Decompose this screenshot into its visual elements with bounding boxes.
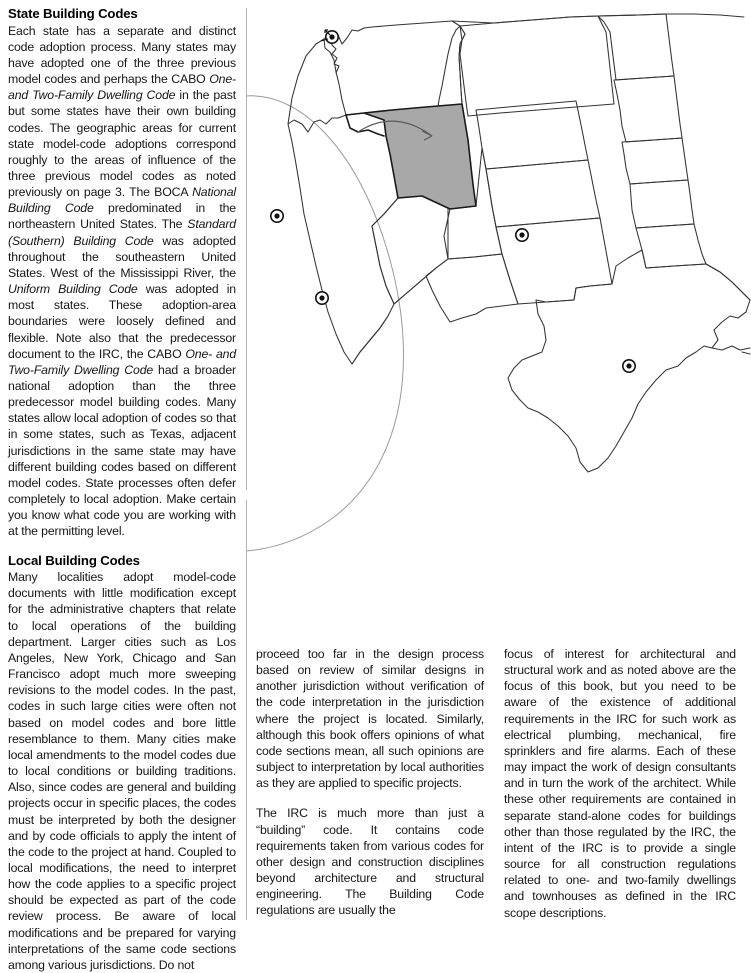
- text-column-1: [8, 6, 236, 973]
- block-local-building-codes: [8, 553, 236, 973]
- dallas-marker: [623, 360, 635, 372]
- los-angeles-marker: [316, 292, 328, 304]
- paragraph-state-building-codes: Each state has a separate and distinct code adoption process. Many states may have adopted one of the three previous model codes and perhaps the CABO One- and Two-Family Dwelling Code in the past but some states have their own building codes. The geographic areas for current state model-code adoptions correspond roughly to the areas of influence of the three previous model codes as noted previously on page 3. The BOCA National Building Code predominated in the northeastern United States. The Standard (Southern) Building Code was adopted throughout the southeastern United States. West of the Mississippi River, the Uniform Building Code was adopted in most states. These adoption-area boundaries were loosely defined and flexible. Note also that the predecessor document to the IRC, the CABO One- and Two-Family Dwelling Code had a broader national adoption than the three predecessor model building codes. Many states allow local adoption of codes so that in some states, such as Texas, adjacent jurisdictions in the same state may have different building codes based on different model codes. State processes often defer completely to local adoption. Make certain you know what code you are working with at the permitting level.: [8, 23, 237, 539]
- san-francisco-marker: [271, 210, 283, 222]
- text-column-3: [504, 646, 736, 921]
- us-map: [246, 0, 751, 600]
- denver-marker: [516, 229, 528, 241]
- heading-state-building-codes: State Building Codes: [8, 6, 138, 21]
- seattle-marker: [321, 30, 338, 43]
- paragraph-col3-1: focus of interest for architectural and structural work and as noted above are the focus of this book, but you need to be aware of the existence of additional requirements in the IRC for such work as electrical plumbing, mechanical, fire sprinklers and fire alarms. Each of these may impact the work of design consultants and in turn the work of the architect. While these other requirements are contained in separate stand-alone codes for buildings other than those regulated by the IRC, the intent of the IRC is to provide a single source for all construction regulations related to one- and two-family dwellings and townhouses as defined in the IRC scope descriptions.: [504, 647, 736, 920]
- paragraph-col2-2: The IRC is much more than just a “building” code. It contains code requirements taken from various codes for other design and construction disciplines beyond architecture and structural engineering. The Building Code regulations are usually the: [256, 806, 484, 918]
- text-column-2: [256, 646, 484, 919]
- paragraph-col2-1: proceed too far in the design process based on review of similar designs in another jurisdiction without verification of the code interpretation in the jurisdiction where the project is located. Similarly, although this book offers opinions of what code sections mean, all such opinions are subject to interpretation by local authorities as they are applied to specific projects.: [256, 647, 484, 791]
- heading-local-building-codes: Local Building Codes: [8, 552, 140, 568]
- block-state-building-codes: [8, 6, 236, 540]
- paragraph-local-building-codes: Many localities adopt model-code documents with little modification except for the administrative chapters that relate to local operations of the building department. Larger cities such as Los Angeles, New York, Chicago and San Francisco adopt much more sweeping revisions to the model codes. In the past, codes in such large cities were often not based on model codes and bore little resemblance to them. Many cities make local amendments to the model codes due to local conditions or building traditions. Also, since codes are general and building projects occur in specific places, the codes must be interpreted by both the designer and by code officials to apply the intent of the code to the project at hand. Coupled to local modifications, the need to interpret how the code applies to a specific project should be expected as part of the code review process. Be aware of local modifications and be prepared for varying interpretations of the same code sections among various jurisdictions. Do not: [8, 570, 236, 972]
